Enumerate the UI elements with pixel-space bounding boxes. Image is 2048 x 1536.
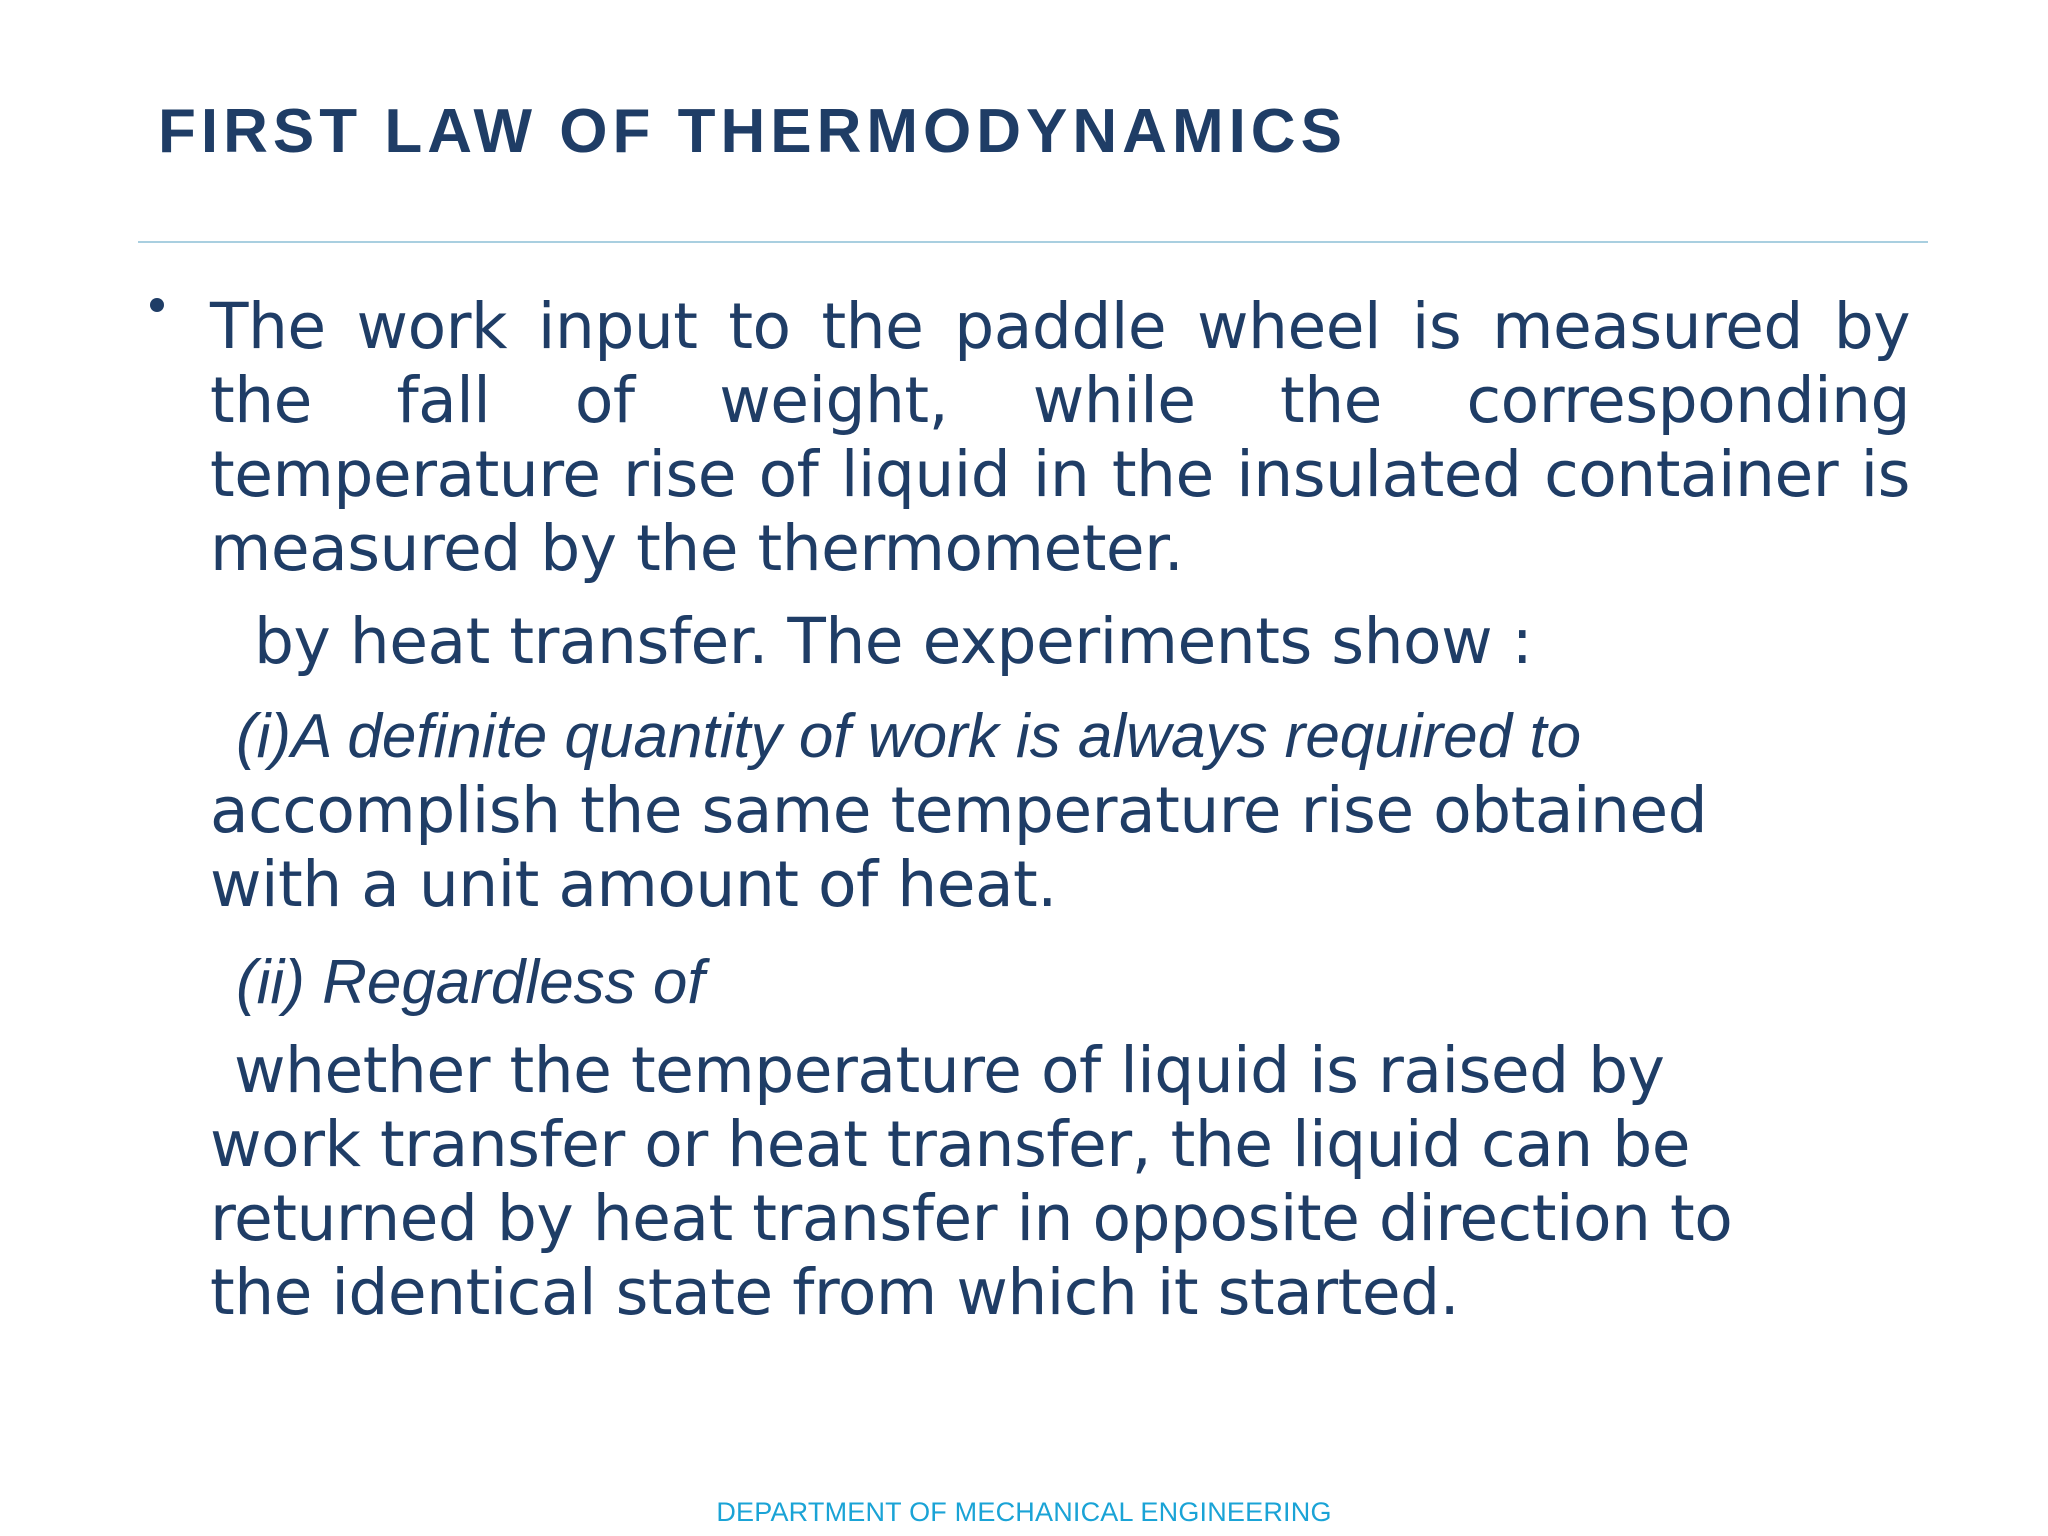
point-1-lead: (i)A definite quantity of work is always required to bbox=[236, 702, 1582, 771]
slide-title: FIRST LAW OF THERMODYNAMICS bbox=[158, 97, 1347, 166]
point-2-line-3: returned by heat transfer in opposite direction to bbox=[210, 1182, 1733, 1255]
heat-transfer-line: by heat transfer. The experiments show : bbox=[254, 605, 1533, 678]
point-2-line-2: work transfer or heat transfer, the liquid can be bbox=[210, 1108, 1690, 1181]
point-1-line-2: accomplish the same temperature rise obtained bbox=[210, 774, 1708, 847]
point-2-line-4: the identical state from which it started. bbox=[210, 1256, 1460, 1329]
bullet-dot-icon bbox=[150, 298, 164, 312]
point-2-line-1: whether the temperature of liquid is raised by bbox=[234, 1034, 1665, 1107]
point-2-lead: (ii) Regardless of bbox=[236, 948, 705, 1017]
footer-department: DEPARTMENT OF MECHANICAL ENGINEERING bbox=[716, 1497, 1332, 1527]
point-1-line-3: with a unit amount of heat. bbox=[210, 848, 1057, 921]
bullet-paragraph: The work input to the paddle wheel is measured by the fall of weight, while the corresponding temperature rise of liquid in the insulated container is measured by the thermometer. bbox=[210, 290, 1910, 585]
